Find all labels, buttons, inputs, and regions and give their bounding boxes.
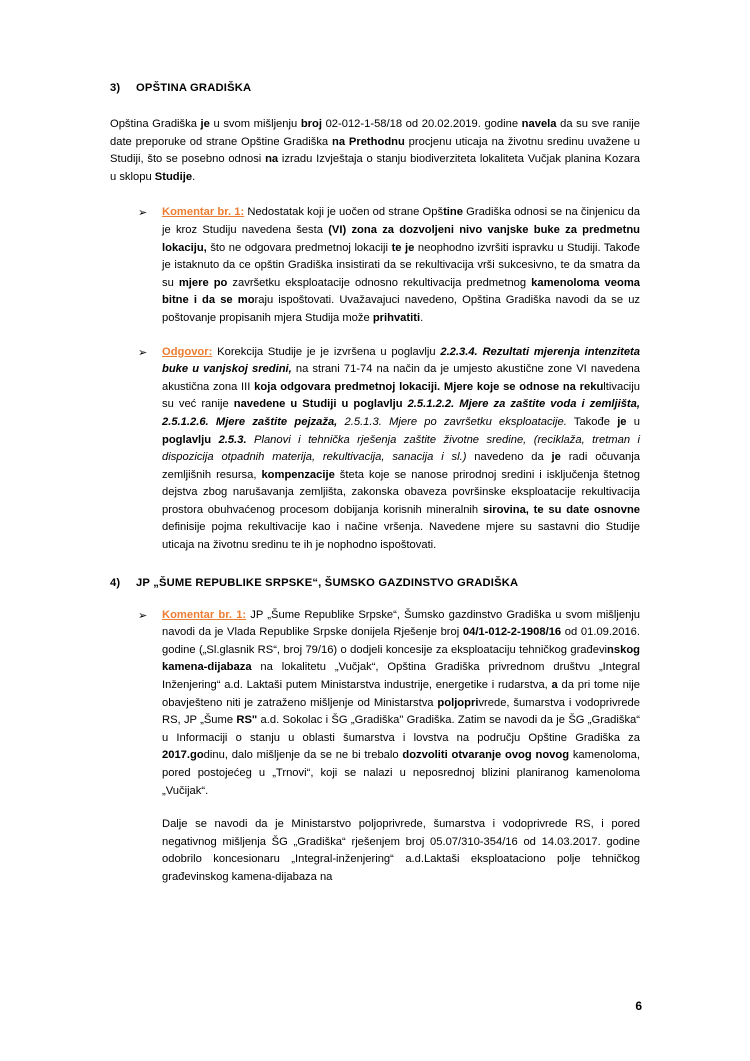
heading-3-title: OPŠTINA GRADIŠKA bbox=[136, 82, 252, 94]
heading-section-3 bbox=[110, 82, 640, 94]
lead-label: Komentar br. 1: bbox=[162, 206, 245, 219]
heading-4-title: JP „ŠUME REPUBLIKE SRPSKE“, ŠUMSKO GAZDINSTVO GRADIŠKA bbox=[136, 576, 519, 589]
page-number: 6 bbox=[635, 999, 642, 1013]
section-3-intro-paragraph: Opština Gradiška je u svom mišljenju broj 02-012-1-58/18 od 20.02.2019. godine navela da su sve ranije date preporuke od strane Opštine Gradiška na Prethodnu procjenu uticaja na životnu sredinu uvažene u Studiji, što se posebno odnosi na izradu Izvještaja o stanju biodiverziteta lokaliteta Vučjak planina Kozara u sklopu Studije. bbox=[110, 118, 640, 183]
heading-3-number: 3) bbox=[110, 82, 121, 94]
section-3-bullet-1 bbox=[138, 204, 640, 327]
section-3-bullet-1-text: Komentar br. 1: Nedostatak koji je uočen od strane Opštine Gradiška odnosi se na činjenicu da je kroz Studiju navedena šesta (VI) zona za dozvoljeni nivo vanjske buke za predmetnu lokaciju, što ne odgovara predmetnoj lokaciji te je neophodno izvršiti ispravku u Studiji. Takođe je istaknuto da ce opštin Gradiška insistirati da se rekultivacija vrši sukcesivno, te da smatra da su mjere po završetku eksploatacije odnosno rekultivacija predmetnog kamenoloma veoma bitne i da se moraju ispoštovati. Uvažavajuci navedeno, Opština Gradiška navodi da se uz poštovanje propisanih mjera Studija može prihvatiti. bbox=[162, 206, 641, 324]
section-4-bullet-1-text: Komentar br. 1: JP „Šume Republike Srpske“, Šumsko gazdinstvo Gradiška u svom mišljenju navodi da je Vlada Republike Srpske donijela Rješenje broj 04/1-012-2-1908/16 od 01.09.2016. godine („Sl.glasnik RS“, broj 79/16) o dodjeli koncesije za eksploataciju tehničkog građevinskog kamena-dijabaza na lokalitetu „Vučjak“, Opština Gradiška privrednom društvu „Integral Inženjering“ a.d. Laktaši putem Ministarstva industrije, energetike i rudarstva, a da pri tome nije obavješteno niti je zatraženo mišljenje od Ministarstva poljoprivrede, šumarstva i vodoprivrede RS, JP „Šume RS" a.d. Sokolac i ŠG „Gradiška" Gradiška. Zatim se navodi da je ŠG „Gradiška“ u Informaciji o stanju u oblasti šumarstva i lovstva na području Opštine Gradiška za 2017.godinu, dalo mišljenje da se ne bi trebalo dozvoliti otvaranje ovog novog kamenoloma, pored postojećeg u „Trnovi“, koji se nalazi u neposrednoj blizini planiranog kamenoloma „Vučijak“. bbox=[162, 608, 641, 797]
section-3-bullet-2-text: Odgovor: Korekcija Studije je je izvršena u poglavlju 2.2.3.4. Rezultati mjerenja intenziteta buke u vanjskoj sredini, na strani 71-74 na način da je umjesto akustične zone VI navedena akustična zona III koja odgovara predmetnoj lokaciji. Mjere koje se odnose na rekultivaciju su već ranije navedene u Studiji u poglavlju 2.5.1.2.2. Mjere za zaštite voda i zemljišta, 2.5.1.2.6. Mjere zaštite pejzaža, 2.5.1.3. Mjere po završetku eksploatacije. Takođe je u poglavlju 2.5.3. Planovi i tehnička rješenja zaštite životne sredine, (reciklaža, tretman i dispozicija otpadnih materija, rekultivacija, sanacija i sl.) navedeno da je radi očuvanja zemljišnih resursa, kompenzacije šteta koje se nanose prirodnoj sredini i isključenja štetnog dejstva zbog narušavanja zemljišta, zakonska obaveza površinske eksploatacije rekultivacija prostora obuhvaćenog procesom dobijanja korisnih mineralnih sirovina, te su date osnovne definisije pojma rekultivacije kao i načine vršenja. Navedene mjere su sastavni dio Studije uticaja na životnu sredinu te ih je nophodno ispoštovati. bbox=[162, 345, 640, 552]
lead-label: Komentar br. 1: bbox=[162, 608, 247, 621]
arrow-bullet-icon: ➢ bbox=[138, 608, 148, 622]
heading-4-number: 4) bbox=[110, 576, 121, 589]
heading-section-4 bbox=[110, 577, 640, 589]
lead-label: Odgovor: bbox=[162, 345, 213, 358]
section-4-bullet-1-extra-paragraph: Dalje se navodi da je Ministarstvo poljoprivrede, šumarstva i vodoprivrede RS, i pored negativnog mišljenja ŠG „Gradiška“ rješenjem broj 05.07/310-354/16 od 14.03.2017. godine odobrilo koncesionaru „Integral-inženjering“ a.d.Laktaši eksploataciono polje tehničkog građevinskog kamena-dijabaza na bbox=[162, 818, 640, 883]
page-content bbox=[110, 82, 640, 887]
section-3-bullet-2 bbox=[138, 344, 640, 555]
section-4-bullet-1 bbox=[138, 607, 640, 887]
arrow-bullet-icon: ➢ bbox=[138, 345, 148, 359]
arrow-bullet-icon: ➢ bbox=[138, 206, 148, 220]
